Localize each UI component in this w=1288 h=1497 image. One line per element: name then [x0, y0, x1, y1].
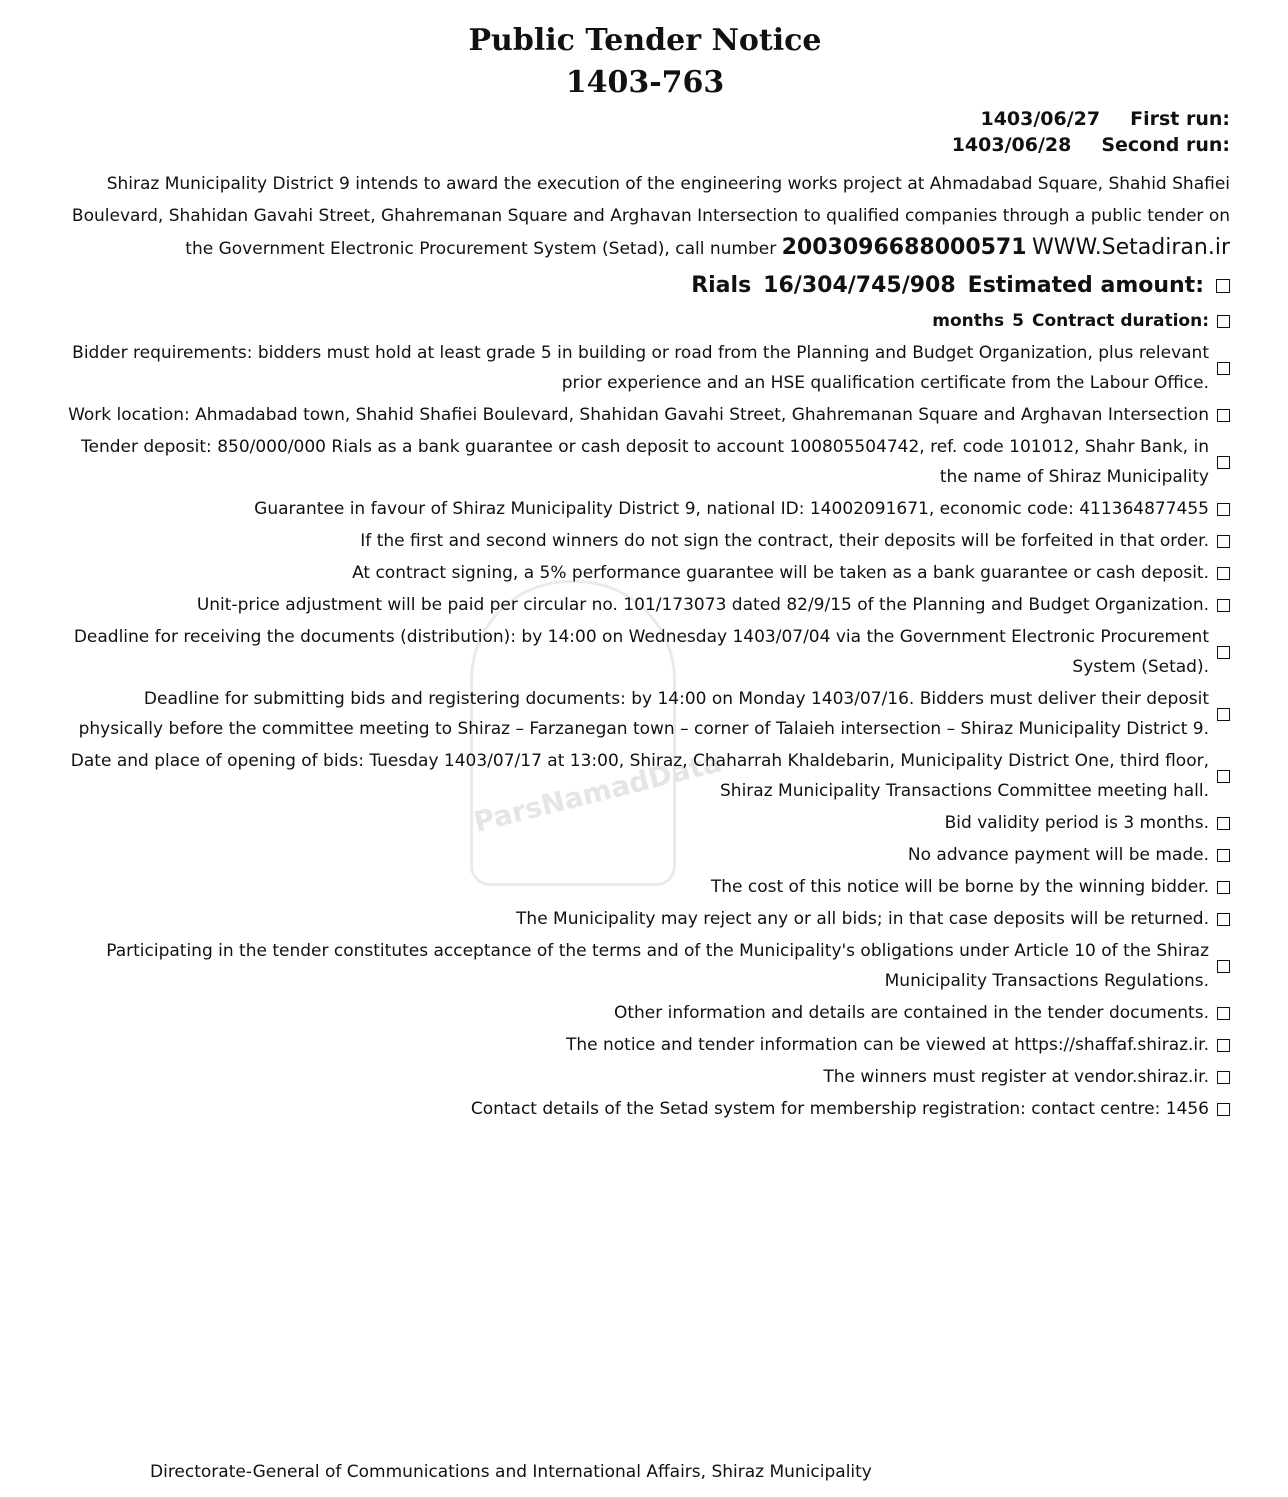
checkbox-icon	[1216, 279, 1230, 293]
list-item: Deadline for receiving the documents (distribution): by 14:00 on Wednesday 1403/07/04 via the Government Electronic Procurement System (Setad).	[60, 622, 1230, 682]
list-item: Date and place of opening of bids: Tuesday 1403/07/17 at 13:00, Shiraz, Chaharrah Khaldebarin, Municipality District One, third floor, Shiraz Municipality Transactions Committee meeting hall.	[60, 746, 1230, 806]
list-item: Work location: Ahmadabad town, Shahid Shafiei Boulevard, Shahidan Gavahi Street, Ghahremanan Square and Arghavan Intersection	[60, 400, 1230, 430]
estimate-unit: Rials	[691, 273, 752, 298]
tender-notice	[60, 20, 1230, 1126]
intro-text: Shiraz Municipality District 9 intends to award the execution of the engineering works project at Ahmadabad Square, Shahid Shafiei Boulevard, Shahidan Gavahi Street, Ghahremanan Square and Arghavan Intersection to qualified companies through a public tender on the Government Electronic Procurement System (Setad), call number	[71, 174, 1230, 259]
second-round-label: Second run:	[1101, 134, 1230, 156]
tender-number: 2003096688000571	[781, 235, 1027, 260]
estimate-label: Estimated amount:	[967, 273, 1204, 298]
checkbox-icon	[1217, 1039, 1230, 1052]
first-round-label: First run:	[1130, 108, 1230, 130]
list-item: The notice and tender information can be viewed at https://shaffaf.shiraz.ir.	[60, 1030, 1230, 1060]
list-item: Tender deposit: 850/000/000 Rials as a bank guarantee or cash deposit to account 100805504742, ref. code 101012, Shahr Bank, in the name of Shiraz Municipality	[60, 432, 1230, 492]
second-round-date: 1403/06/28	[951, 134, 1072, 156]
checkbox-icon	[1217, 535, 1230, 548]
duration-label: Contract duration:	[1031, 311, 1209, 331]
duration-value: 5	[1012, 311, 1024, 331]
duration-unit: months	[932, 311, 1005, 331]
checkbox-icon	[1217, 646, 1230, 659]
estimate-row	[60, 273, 1230, 298]
list-item: Bid validity period is 3 months.	[60, 808, 1230, 838]
list-item: Participating in the tender constitutes acceptance of the terms and of the Municipality's obligations under Article 10 of the Shiraz Municipality Transactions Regulations.	[60, 936, 1230, 996]
checkbox-icon	[1217, 770, 1230, 783]
notice-title: Public Tender Notice	[468, 23, 822, 58]
checkbox-icon	[1217, 849, 1230, 862]
list-item: No advance payment will be made.	[60, 840, 1230, 870]
list-item: If the first and second winners do not sign the contract, their deposits will be forfeited in that order.	[60, 526, 1230, 556]
list-item: Bidder requirements: bidders must hold at least grade 5 in building or road from the Planning and Budget Organization, plus relevant prior experience and an HSE qualification certificate from the Labour Office.	[60, 338, 1230, 398]
list-item: At contract signing, a 5% performance guarantee will be taken as a bank guarantee or cash deposit.	[60, 558, 1230, 588]
list-item: Guarantee in favour of Shiraz Municipality District 9, national ID: 14002091671, economic code: 411364877455	[60, 494, 1230, 524]
checkbox-icon	[1217, 1007, 1230, 1020]
checkbox-icon	[1217, 960, 1230, 973]
intro-paragraph	[60, 168, 1230, 265]
list-item: Deadline for submitting bids and registering documents: by 14:00 on Monday 1403/07/16. Bidders must deliver their deposit physically before the committee meeting to Shiraz – Farzanegan town – corner of Talaieh intersection – Shiraz Municipality District 9.	[60, 684, 1230, 744]
notice-number: 1403-763	[565, 65, 725, 100]
list-item: The cost of this notice will be borne by the winning bidder.	[60, 872, 1230, 902]
items-list	[60, 338, 1230, 1124]
first-round-date: 1403/06/27	[980, 108, 1101, 130]
list-item: Unit-price adjustment will be paid per circular no. 101/173073 dated 82/9/15 of the Planning and Budget Organization.	[60, 590, 1230, 620]
list-item: Other information and details are contained in the tender documents.	[60, 998, 1230, 1028]
checkbox-icon	[1217, 456, 1230, 469]
checkbox-icon	[1217, 409, 1230, 422]
checkbox-icon	[1217, 881, 1230, 894]
checkbox-icon	[1217, 1103, 1230, 1116]
checkbox-icon	[1217, 503, 1230, 516]
list-item: The Municipality may reject any or all bids; in that case deposits will be returned.	[60, 904, 1230, 934]
checkbox-icon	[1217, 567, 1230, 580]
checkbox-icon	[1217, 362, 1230, 375]
issuer-footer: Directorate-General of Communications and International Affairs, Shiraz Municipality	[150, 1462, 872, 1482]
checkbox-icon	[1217, 817, 1230, 830]
setad-site: WWW.Setadiran.ir	[1031, 235, 1230, 260]
checkbox-icon	[1217, 1071, 1230, 1084]
second-round	[60, 134, 1230, 156]
first-round	[60, 108, 1230, 130]
checkbox-icon	[1217, 708, 1230, 721]
checkbox-icon	[1217, 599, 1230, 612]
list-item: Contact details of the Setad system for membership registration: contact centre: 1456	[60, 1094, 1230, 1124]
checkbox-icon	[1217, 315, 1230, 328]
estimate-amount: 16/304/745/908	[763, 273, 956, 298]
watermark-text: ParsNamadData	[470, 745, 725, 839]
list-item: The winners must register at vendor.shiraz.ir.	[60, 1062, 1230, 1092]
checkbox-icon	[1217, 913, 1230, 926]
duration-row	[60, 306, 1230, 336]
